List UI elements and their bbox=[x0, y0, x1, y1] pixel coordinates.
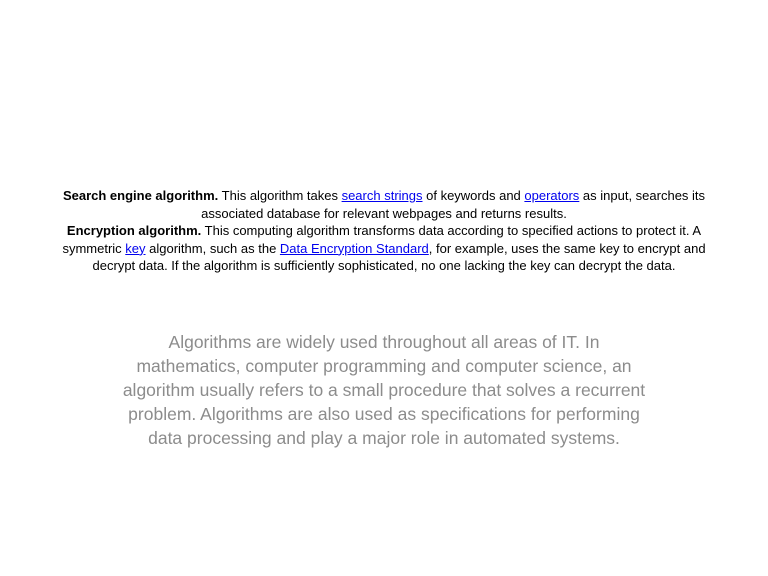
encryption-paragraph bbox=[48, 222, 720, 275]
search-engine-text-1: This algorithm takes bbox=[218, 188, 342, 203]
search-strings-link[interactable]: search strings bbox=[341, 188, 423, 203]
search-engine-text-2: of keywords and bbox=[422, 188, 525, 203]
data-encryption-standard-link[interactable]: Data Encryption Standard bbox=[279, 240, 429, 256]
key-link[interactable]: key bbox=[125, 240, 146, 256]
encryption-text-2: algorithm, such as the bbox=[145, 240, 280, 256]
encryption-text-3: , for example, uses the same key to encrypt and decrypt data. If the algorithm is sufficiently sophisticated, no one lacking the key can decrypt the data. bbox=[92, 240, 706, 273]
search-engine-text-3: as input, searches its associated database for relevant webpages and returns results. bbox=[201, 188, 706, 221]
search-engine-heading: Search engine algorithm. bbox=[62, 188, 219, 203]
encryption-text-1: This computing algorithm transforms data according to specified actions to protect it. A symmetric bbox=[62, 223, 702, 256]
operators-link[interactable]: operators bbox=[524, 188, 580, 203]
body-text-box bbox=[48, 187, 720, 275]
encryption-heading: Encryption algorithm. bbox=[66, 223, 202, 238]
search-engine-paragraph bbox=[48, 187, 720, 222]
subtitle-text: Algorithms are widely used throughout all areas of IT. In mathematics, computer programming and computer science, an algorithm usually refers to a small procedure that solves a recurrent problem. Algorithms are also used as specifications for performing data processing and play a major role in automated systems. bbox=[122, 332, 646, 448]
